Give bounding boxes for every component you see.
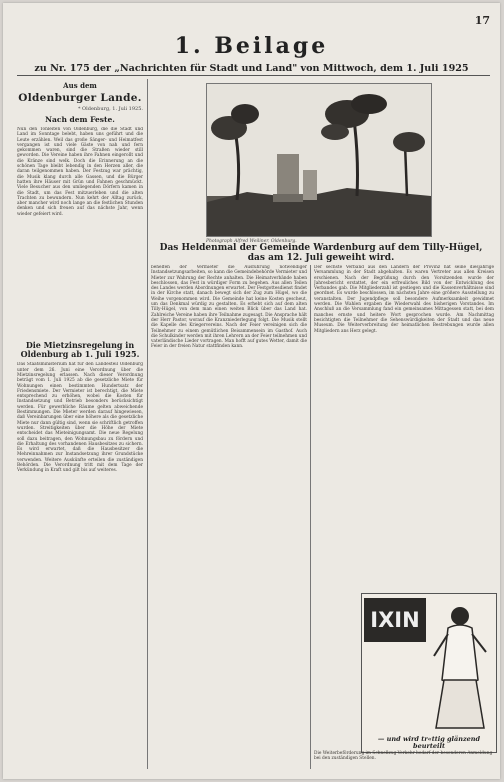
memorial-photo [206,83,432,237]
article-body-fest: Nun den Tonleiten von Oldenburg, die die Stadt und Land im Sonntage belebt, haben uns geführt und die Leute erzählen. Weil das große Sänger- und Heimatfest vergangen ist und viele Gäste von nah und fern gekommen waren, sind die Straßen wieder still geworden. Die Vereine haben ihre Fahnen eingerollt und die Kränze sind welk. Doch die Erinnerung an die schönen Tage bleibt lebendig in den Herzen aller, die daran teilgenommen haben. Der Festzug war prächtig, die Musik klang durch alle Gassen, und die Bürger hatten ihre Häuser mit Grün und Fahnen geschmückt. Viele Besucher aus den umliegenden Dörfern kamen in die Stadt, um das Fest mitzuerleben und die alten Trachten zu bewundern. Nun kehrt der Alltag zurück, aber mancher wird noch lange an die festlichen Stunden denken und sich freuen auf das nächste Jahr, wenn wieder gefeiert wird. [17,127,143,217]
column-divider-right [310,265,311,769]
supplement-subtitle: zu Nr. 175 der „Nachrichten für Stadt und Land" von Mittwoch, dem 1. Juli 1925 [34,63,469,74]
supplement-title: 1. Beilage [174,33,329,59]
section-kicker: Aus dem [63,81,97,90]
middle-column-text: behelfen der Vermieter die Ausführung notwendiger Instandsetzungsarbeiten, so kann die Gemeindebehörde Vermieter und Mieter zur Wahrung der Rechte anhalten. Die Heimatverbände haben beschlossen, das Fest in würdiger Form zu begehen. Aus allen Teilen des Landes werden Abordnungen erwartet. Der Festgottesdienst findet in der Kirche statt, danach bewegt sich der Zug zum Hügel, wo die Weihe vorgenommen wird. Die Gemeinde hat keine Kosten gescheut, um das Denkmal würdig zu gestalten. Es erhebt sich auf dem alten Tilly-Hügel, von dem man einen weiten Blick über das Land hat. Zahlreiche Vereine haben ihre Teilnahme zugesagt. Die Ansprache hält der Herr Pastor, worauf die Kranzniederlegung folgt. Die Musik stellt die Kapelle des Kriegervereins. Nach der Feier vereinigen sich die Teilnehmer zu einem gemütlichen Beisammensein im Gasthof. Auch die Schulkinder werden mit ihren Lehrern an der Feier teilnehmen und vaterländische Lieder vortragen. Man hofft auf gutes Wetter, damit die Feier in der freien Natur stattfinden kann. [151,265,307,350]
footnote-text: Die Weiterbeförderung im Schnellzug-Verkehr bedarf der besonderen Anmeldung bei den zuständigen Stellen. [314,751,493,762]
dateline: * Oldenburg, 1. Juli 1925. [77,106,143,112]
ad-slogan: — und wird tr«ttig glänzend beurteilt [377,735,481,750]
advertisement [361,593,497,753]
article-body-mietzins: Das Staatsministerium hat für den Landesteil Oldenburg unter dem 26. Juni eine Verordnung über die Mietzinsregelung erlassen. Nach dieser Verordnung beträgt vom 1. Juli 1925 ab die gesetzliche Miete für Wohnungen einen bestimmten Hundertsatz der Friedensmiete. Der Vermieter ist berechtigt, die Miete entsprechend zu erhöhen, wobei die Kosten für Instandsetzung und Betrieb besonders berücksichtigt werden. Für gewerbliche Räume gelten abweichende Bestimmungen. Die Mieter werden darauf hingewiesen, daß Vereinbarungen über eine höhere als die gesetzliche Miete nur dann gültig sind, wenn sie schriftlich getroffen wurden. Streitigkeiten über die Höhe der Miete entscheidet das Mieteinigungsamt. Die neue Regelung soll dazu beitragen, den Wohnungsbau zu fördern und die Erhaltung des vorhandenen Hausbesitzes zu sichern. Es wird erwartet, daß die Hausbesitzer die Mehreinnahmen zur Instandsetzung ihrer Grundstücke verwenden. Weitere Auskünfte erteilen die zuständigen Behörden. Die Verordnung tritt mit dem Tage der Verkündung in Kraft und gilt bis auf weiteres. [17,362,143,474]
photo-caption: Das Heldenmal der Gemeinde Wardenburg auf dem Tilly-Hügel, das am 12. Juli geweiht wird. [159,243,483,263]
page-number: 17 [474,14,490,27]
ad-brand: IXIN [364,598,426,642]
left-column [17,79,143,769]
right-column-text: Der sechste Verband aus den Ländern der Provinz hat seine diesjährige Versammlung in der Stadt abgehalten. Es waren Vertreter aus allen Kreisen erschienen. Nach der Begrüßung durch den Vorsitzenden wurde der Jahresbericht erstattet, der ein erfreuliches Bild von der Entwicklung des Verbandes gab. Die Mitgliederzahl ist gestiegen und die Kassenverhältnisse sind geordnet. Es wurde beschlossen, im nächsten Jahre eine größere Ausstellung zu veranstalten. Der Jugendpflege soll besondere Aufmerksamkeit gewidmet werden. Die Wahlen ergaben die Wiederwahl des bisherigen Vorstandes. Im Anschluß an die Versammlung fand ein gemeinsames Mittagessen statt, bei dem manches ernste und heitere Wort gesprochen wurde. Am Nachmittag besichtigten die Teilnehmer die Sehenswürdigkeiten der Stadt und das neue Museum. Die Weiterverbreitung der heimatlichen Bestrebungen wurde allen Mitgliedern ans Herz gelegt. [314,265,494,334]
article-title-mietzins: Die Mietzinsregelung in Oldenburg ab 1. Juli 1925. [20,340,140,360]
header-rule [17,75,490,76]
column-divider-left [147,79,148,769]
article-title-fest: Nach dem Feste. [45,115,115,124]
newspaper-page [3,3,500,779]
photo-credit: Photograph Alfred Weiliner, Oldenburg. [206,239,297,244]
memorial-photo-image [207,84,431,236]
section-heading: Oldenburger Lande. [18,92,142,104]
ad-figure-illustration [426,600,494,732]
